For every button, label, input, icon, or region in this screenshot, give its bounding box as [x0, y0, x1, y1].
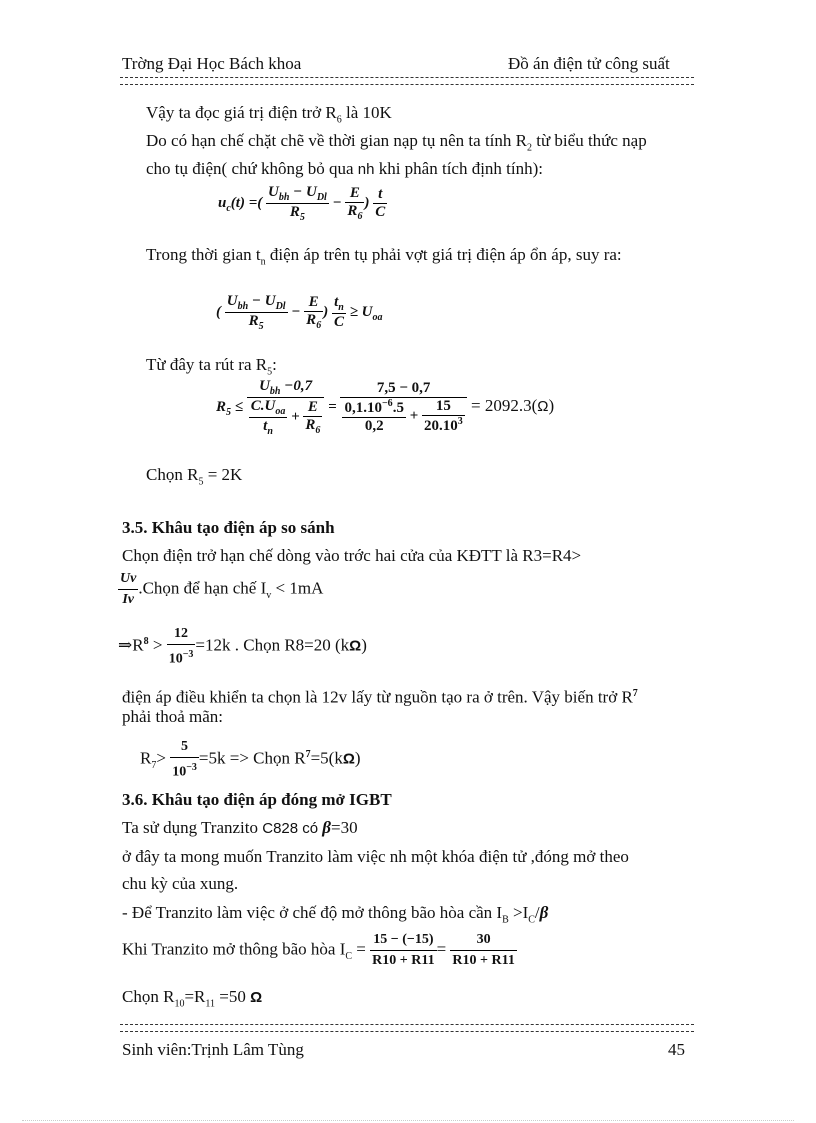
text-line: Chọn $R_5 = 2K$	[146, 465, 243, 488]
page-edge	[22, 1120, 794, 1121]
text-line: Vậy ta đọc giá trị điện trở $R_6$ là 10K	[146, 103, 392, 126]
text-line: Từ đây ta rút ra $R_5$:	[146, 355, 277, 378]
beta-symbol: β	[539, 903, 549, 922]
text-line: Trong thời gian $t_n$ điện áp trên tụ phải vợt giá trị điện áp ổn áp, suy ra:	[146, 245, 622, 268]
text-line: ở đây ta mong muốn Tranzito làm việc nh một khóa điện tử ,đóng mở theo	[122, 847, 629, 866]
footer-divider	[120, 1024, 694, 1032]
text-line: phải thoả mãn:	[122, 707, 224, 726]
equation-r7: $R_7>$ $\frac{5}{10^{-3}}$ =5k => Chọn $R^7=5(k\Omega)$	[140, 739, 361, 780]
equation-inequality: ( $\frac{U_{bh} - U_{Dl}}{R_5}$ − $\frac{E}{R_6}$ ) $\frac{t_n}{C}$ ≥ $U_{oa}$	[216, 293, 383, 332]
ohm-symbol: Ω	[349, 637, 362, 655]
text-line: Chọn $R_{10}=R_{11} =50$ Ω	[122, 987, 263, 1010]
text-line: Ta sử dụng Tranzito C828 có β=30	[122, 818, 358, 837]
equation-r5: $R_5$ ≤ $U_{bh} -0,7$ $\frac{C.U_{oa}}{t_n}$ + $\frac{E}{R_6}$ = 7,5 − 0,7 $\frac{0,1.10^{-6}.5}{0,2}$ + $\frac{15}{20.10^3}$ = 2092.3(Ω)	[216, 378, 555, 437]
text-line: Chọn điện trở hạn chế dòng vào trớc hai cửa của KĐTT là R3=R4>	[122, 546, 582, 565]
ohm-symbol: Ω	[342, 750, 355, 768]
equation-ic: Khi Tranzito mở thông bão hòa $I_C$ = $\frac{15 - (-15)}{R10 + R11}$ = $\frac{30}{R10 + R11}$	[122, 932, 515, 968]
text-line: điện áp điều khiển ta chọn là 12v lấy từ nguồn tạo ra ở trên. Vậy biến trở $R^7$	[122, 687, 638, 707]
ohm-symbol: Ω	[250, 989, 263, 1006]
text-line: - Để Tranzito làm việc ở chế độ mở thông bão hòa cần $I_B >I_C/\beta$	[122, 903, 549, 926]
equation-r8: $\Rightarrow R^8$ > $\frac{12}{10^{-3}}$ =12k . Chọn R8=20 (kΩ)	[118, 626, 367, 667]
text-line: chu kỳ của xung.	[122, 874, 239, 893]
section-heading-3-6: 3.6. Khâu tạo điện áp đóng mở IGBT	[122, 790, 392, 809]
section-heading-3-5: 3.5. Khâu tạo điện áp so sánh	[122, 518, 335, 537]
equation-capacitor-voltage: $u_c(t)$ =( $\frac{U_{bh} - U_{Dl}}{R_5}$ − $\frac{E}{R_6}$ ) $\frac{t}{C}$	[218, 184, 386, 223]
header-left: Trờng Đại Học Bách khoa	[122, 54, 302, 73]
header-right: Đồ án điện tử công suất	[508, 54, 670, 73]
page-number: 45	[668, 1040, 685, 1059]
text-line: $\frac{Uv}{Iv}$ .Chọn để hạn chế $I_v < 1mA$	[120, 571, 324, 607]
footer-author: Sinh viên:Trịnh Lâm Tùng	[122, 1040, 304, 1059]
header-divider	[120, 77, 694, 85]
ohm-symbol: Ω	[537, 397, 549, 415]
text-line: cho tụ điện( chứ không bỏ qua nh khi phân tích định tính):	[146, 159, 544, 178]
beta-symbol: β	[322, 818, 332, 837]
text-line: Do có hạn chế chặt chẽ về thời gian nạp tụ nên ta tính $R_2$ từ biểu thức nạp	[146, 131, 647, 154]
